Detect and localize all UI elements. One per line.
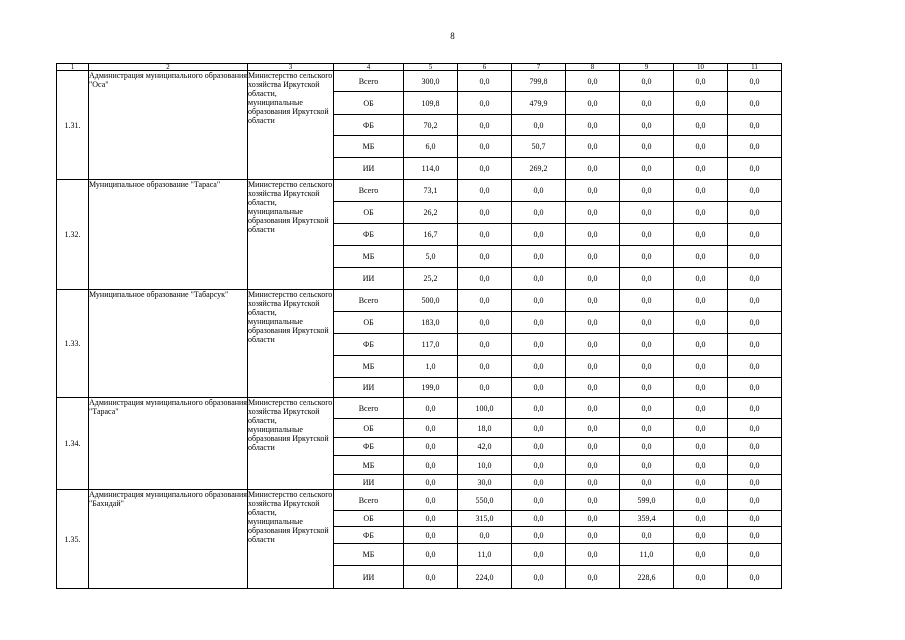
funding-source: ОБ <box>334 419 404 438</box>
amount-cell: 0,0 <box>620 312 674 334</box>
amount-cell: 0,0 <box>512 456 566 475</box>
amount-cell: 0,0 <box>458 356 512 378</box>
amount-cell: 0,0 <box>674 356 728 378</box>
amount-cell: 0,0 <box>620 356 674 378</box>
amount-cell: 42,0 <box>458 438 512 456</box>
amount-cell: 0,0 <box>728 312 782 334</box>
funding-source: ИИ <box>334 566 404 589</box>
amount-cell: 0,0 <box>674 511 728 527</box>
amount-cell: 0,0 <box>458 527 512 544</box>
amount-cell: 0,0 <box>512 312 566 334</box>
amount-cell: 0,0 <box>674 334 728 356</box>
amount-cell: 0,0 <box>620 290 674 312</box>
amount-cell: 0,0 <box>728 290 782 312</box>
amount-cell: 550,0 <box>458 490 512 511</box>
funding-source: ОБ <box>334 511 404 527</box>
funding-source: Всего <box>334 180 404 202</box>
amount-cell: 0,0 <box>620 456 674 475</box>
amount-cell: 0,0 <box>674 398 728 419</box>
amount-cell: 0,0 <box>620 419 674 438</box>
amount-cell: 0,0 <box>620 527 674 544</box>
funding-source: МБ <box>334 136 404 158</box>
amount-cell: 0,0 <box>620 71 674 92</box>
amount-cell: 0,0 <box>512 180 566 202</box>
funding-source: Всего <box>334 71 404 92</box>
amount-cell: 0,0 <box>512 544 566 566</box>
amount-cell: 0,0 <box>620 136 674 158</box>
amount-cell: 0,0 <box>566 334 620 356</box>
amount-cell: 0,0 <box>620 475 674 490</box>
amount-cell: 70,2 <box>404 115 458 136</box>
column-number: 9 <box>620 64 674 71</box>
amount-cell: 0,0 <box>728 202 782 224</box>
amount-cell: 0,0 <box>620 202 674 224</box>
amount-cell: 799,8 <box>512 71 566 92</box>
amount-cell: 0,0 <box>728 71 782 92</box>
amount-cell: 0,0 <box>728 456 782 475</box>
amount-cell: 0,0 <box>566 71 620 92</box>
amount-cell: 0,0 <box>512 438 566 456</box>
responsible-ministry: Министерство сельского хозяйства Иркутской области, муниципальные образования Иркутской области <box>248 180 334 290</box>
funding-source: МБ <box>334 544 404 566</box>
responsible-ministry: Министерство сельского хозяйства Иркутской области, муниципальные образования Иркутской области <box>248 71 334 180</box>
amount-cell: 0,0 <box>566 136 620 158</box>
amount-cell: 0,0 <box>674 71 728 92</box>
responsible-ministry: Министерство сельского хозяйства Иркутской области, муниципальные образования Иркутской области <box>248 290 334 398</box>
amount-cell: 73,1 <box>404 180 458 202</box>
funding-source: ФБ <box>334 438 404 456</box>
amount-cell: 0,0 <box>728 490 782 511</box>
amount-cell: 0,0 <box>728 180 782 202</box>
funding-source: ФБ <box>334 334 404 356</box>
amount-cell: 10,0 <box>458 456 512 475</box>
amount-cell: 0,0 <box>566 456 620 475</box>
amount-cell: 0,0 <box>566 356 620 378</box>
amount-cell: 0,0 <box>404 419 458 438</box>
amount-cell: 100,0 <box>458 398 512 419</box>
amount-cell: 5,0 <box>404 246 458 268</box>
amount-cell: 0,0 <box>458 290 512 312</box>
amount-cell: 0,0 <box>512 419 566 438</box>
column-number: 11 <box>728 64 782 71</box>
amount-cell: 0,0 <box>728 334 782 356</box>
amount-cell: 0,0 <box>728 158 782 180</box>
amount-cell: 0,0 <box>512 490 566 511</box>
amount-cell: 0,0 <box>728 224 782 246</box>
amount-cell: 0,0 <box>512 527 566 544</box>
amount-cell: 0,0 <box>566 475 620 490</box>
organization-name: Администрация муниципального образования "Тараса" <box>89 398 248 490</box>
amount-cell: 0,0 <box>674 378 728 398</box>
funding-source: ФБ <box>334 115 404 136</box>
amount-cell: 0,0 <box>674 180 728 202</box>
amount-cell: 0,0 <box>458 378 512 398</box>
amount-cell: 0,0 <box>728 246 782 268</box>
amount-cell: 114,0 <box>404 158 458 180</box>
amount-cell: 0,0 <box>674 456 728 475</box>
amount-cell: 0,0 <box>512 115 566 136</box>
amount-cell: 0,0 <box>512 475 566 490</box>
amount-cell: 0,0 <box>728 566 782 589</box>
funding-source: ИИ <box>334 268 404 290</box>
amount-cell: 0,0 <box>458 71 512 92</box>
amount-cell: 11,0 <box>458 544 512 566</box>
amount-cell: 0,0 <box>674 246 728 268</box>
amount-cell: 0,0 <box>674 419 728 438</box>
responsible-ministry: Министерство сельского хозяйства Иркутской области, муниципальные образования Иркутской области <box>248 490 334 589</box>
amount-cell: 0,0 <box>620 334 674 356</box>
funding-source: МБ <box>334 246 404 268</box>
amount-cell: 0,0 <box>674 136 728 158</box>
amount-cell: 11,0 <box>620 544 674 566</box>
page-number: 8 <box>450 31 455 41</box>
organization-name: Муниципальное образование "Табарсук" <box>89 290 248 398</box>
amount-cell: 0,0 <box>404 456 458 475</box>
row-number: 1.34. <box>57 398 89 490</box>
column-number: 3 <box>248 64 334 71</box>
amount-cell: 50,7 <box>512 136 566 158</box>
column-number: 8 <box>566 64 620 71</box>
funding-source: ОБ <box>334 92 404 115</box>
amount-cell: 0,0 <box>674 544 728 566</box>
column-number: 7 <box>512 64 566 71</box>
column-number-row <box>57 64 782 71</box>
table-row <box>57 490 782 511</box>
amount-cell: 0,0 <box>674 566 728 589</box>
amount-cell: 0,0 <box>674 312 728 334</box>
amount-cell: 0,0 <box>620 438 674 456</box>
row-number: 1.35. <box>57 490 89 589</box>
amount-cell: 30,0 <box>458 475 512 490</box>
amount-cell: 0,0 <box>728 475 782 490</box>
amount-cell: 0,0 <box>566 398 620 419</box>
amount-cell: 0,0 <box>566 158 620 180</box>
amount-cell: 117,0 <box>404 334 458 356</box>
column-number: 5 <box>404 64 458 71</box>
amount-cell: 0,0 <box>620 268 674 290</box>
amount-cell: 0,0 <box>728 398 782 419</box>
amount-cell: 0,0 <box>404 566 458 589</box>
amount-cell: 0,0 <box>566 290 620 312</box>
amount-cell: 0,0 <box>404 438 458 456</box>
column-number: 10 <box>674 64 728 71</box>
amount-cell: 26,2 <box>404 202 458 224</box>
amount-cell: 0,0 <box>512 246 566 268</box>
funding-source: Всего <box>334 490 404 511</box>
amount-cell: 0,0 <box>512 224 566 246</box>
amount-cell: 0,0 <box>458 334 512 356</box>
amount-cell: 0,0 <box>728 115 782 136</box>
amount-cell: 228,6 <box>620 566 674 589</box>
amount-cell: 16,7 <box>404 224 458 246</box>
amount-cell: 0,0 <box>566 566 620 589</box>
amount-cell: 0,0 <box>404 527 458 544</box>
amount-cell: 0,0 <box>458 268 512 290</box>
amount-cell: 0,0 <box>674 438 728 456</box>
amount-cell: 0,0 <box>566 312 620 334</box>
amount-cell: 0,0 <box>674 202 728 224</box>
amount-cell: 0,0 <box>458 92 512 115</box>
amount-cell: 0,0 <box>566 268 620 290</box>
amount-cell: 0,0 <box>674 158 728 180</box>
amount-cell: 300,0 <box>404 71 458 92</box>
organization-name: Муниципальное образование "Тараса" <box>89 180 248 290</box>
amount-cell: 0,0 <box>620 180 674 202</box>
amount-cell: 0,0 <box>566 378 620 398</box>
amount-cell: 0,0 <box>458 115 512 136</box>
amount-cell: 269,2 <box>512 158 566 180</box>
amount-cell: 0,0 <box>566 419 620 438</box>
amount-cell: 109,8 <box>404 92 458 115</box>
amount-cell: 359,4 <box>620 511 674 527</box>
amount-cell: 0,0 <box>566 438 620 456</box>
amount-cell: 0,0 <box>728 356 782 378</box>
funding-source: МБ <box>334 456 404 475</box>
column-number: 2 <box>89 64 248 71</box>
row-number: 1.31. <box>57 71 89 180</box>
amount-cell: 0,0 <box>566 202 620 224</box>
column-number: 6 <box>458 64 512 71</box>
responsible-ministry: Министерство сельского хозяйства Иркутской области, муниципальные образования Иркутской области <box>248 398 334 490</box>
amount-cell: 0,0 <box>674 224 728 246</box>
amount-cell: 0,0 <box>728 527 782 544</box>
amount-cell: 0,0 <box>566 115 620 136</box>
amount-cell: 0,0 <box>458 312 512 334</box>
amount-cell: 1,0 <box>404 356 458 378</box>
amount-cell: 0,0 <box>728 268 782 290</box>
amount-cell: 0,0 <box>458 136 512 158</box>
amount-cell: 183,0 <box>404 312 458 334</box>
amount-cell: 0,0 <box>620 158 674 180</box>
amount-cell: 0,0 <box>566 180 620 202</box>
amount-cell: 0,0 <box>512 566 566 589</box>
amount-cell: 6,0 <box>404 136 458 158</box>
amount-cell: 0,0 <box>512 356 566 378</box>
row-number: 1.33. <box>57 290 89 398</box>
amount-cell: 0,0 <box>674 490 728 511</box>
amount-cell: 0,0 <box>620 115 674 136</box>
amount-cell: 0,0 <box>512 202 566 224</box>
amount-cell: 0,0 <box>620 246 674 268</box>
amount-cell: 0,0 <box>728 544 782 566</box>
amount-cell: 0,0 <box>620 378 674 398</box>
amount-cell: 0,0 <box>458 202 512 224</box>
funding-source: ОБ <box>334 202 404 224</box>
amount-cell: 0,0 <box>458 158 512 180</box>
funding-source: Всего <box>334 290 404 312</box>
amount-cell: 0,0 <box>512 290 566 312</box>
funding-source: ОБ <box>334 312 404 334</box>
amount-cell: 0,0 <box>728 136 782 158</box>
amount-cell: 0,0 <box>404 475 458 490</box>
amount-cell: 599,0 <box>620 490 674 511</box>
amount-cell: 0,0 <box>620 398 674 419</box>
amount-cell: 0,0 <box>512 334 566 356</box>
funding-source: МБ <box>334 356 404 378</box>
organization-name: Администрация муниципального образования "Оса" <box>89 71 248 180</box>
amount-cell: 0,0 <box>620 92 674 115</box>
amount-cell: 0,0 <box>566 527 620 544</box>
amount-cell: 0,0 <box>566 92 620 115</box>
amount-cell: 0,0 <box>620 224 674 246</box>
amount-cell: 199,0 <box>404 378 458 398</box>
table-row <box>57 398 782 419</box>
amount-cell: 0,0 <box>458 224 512 246</box>
funding-source: ИИ <box>334 475 404 490</box>
amount-cell: 0,0 <box>674 92 728 115</box>
amount-cell: 0,0 <box>404 490 458 511</box>
table-row <box>57 71 782 92</box>
budget-table <box>56 63 782 589</box>
amount-cell: 18,0 <box>458 419 512 438</box>
funding-source: ФБ <box>334 224 404 246</box>
amount-cell: 224,0 <box>458 566 512 589</box>
amount-cell: 0,0 <box>404 398 458 419</box>
amount-cell: 0,0 <box>512 378 566 398</box>
amount-cell: 0,0 <box>566 246 620 268</box>
amount-cell: 0,0 <box>728 419 782 438</box>
amount-cell: 0,0 <box>728 92 782 115</box>
amount-cell: 0,0 <box>404 511 458 527</box>
table-row <box>57 180 782 202</box>
amount-cell: 0,0 <box>728 438 782 456</box>
amount-cell: 0,0 <box>674 290 728 312</box>
column-number: 4 <box>334 64 404 71</box>
amount-cell: 479,9 <box>512 92 566 115</box>
amount-cell: 0,0 <box>674 115 728 136</box>
funding-source: ФБ <box>334 527 404 544</box>
column-number: 1 <box>57 64 89 71</box>
amount-cell: 0,0 <box>512 398 566 419</box>
amount-cell: 25,2 <box>404 268 458 290</box>
amount-cell: 500,0 <box>404 290 458 312</box>
amount-cell: 0,0 <box>674 527 728 544</box>
amount-cell: 0,0 <box>566 224 620 246</box>
table-row <box>57 290 782 312</box>
funding-source: ИИ <box>334 158 404 180</box>
amount-cell: 0,0 <box>512 511 566 527</box>
amount-cell: 0,0 <box>458 246 512 268</box>
row-number: 1.32. <box>57 180 89 290</box>
organization-name: Администрация муниципального образования "Бахндай" <box>89 490 248 589</box>
funding-source: Всего <box>334 398 404 419</box>
funding-source: ИИ <box>334 378 404 398</box>
amount-cell: 0,0 <box>728 378 782 398</box>
amount-cell: 0,0 <box>512 268 566 290</box>
amount-cell: 0,0 <box>404 544 458 566</box>
amount-cell: 0,0 <box>566 490 620 511</box>
amount-cell: 0,0 <box>728 511 782 527</box>
amount-cell: 0,0 <box>566 544 620 566</box>
amount-cell: 0,0 <box>674 475 728 490</box>
amount-cell: 315,0 <box>458 511 512 527</box>
amount-cell: 0,0 <box>458 180 512 202</box>
amount-cell: 0,0 <box>674 268 728 290</box>
amount-cell: 0,0 <box>566 511 620 527</box>
